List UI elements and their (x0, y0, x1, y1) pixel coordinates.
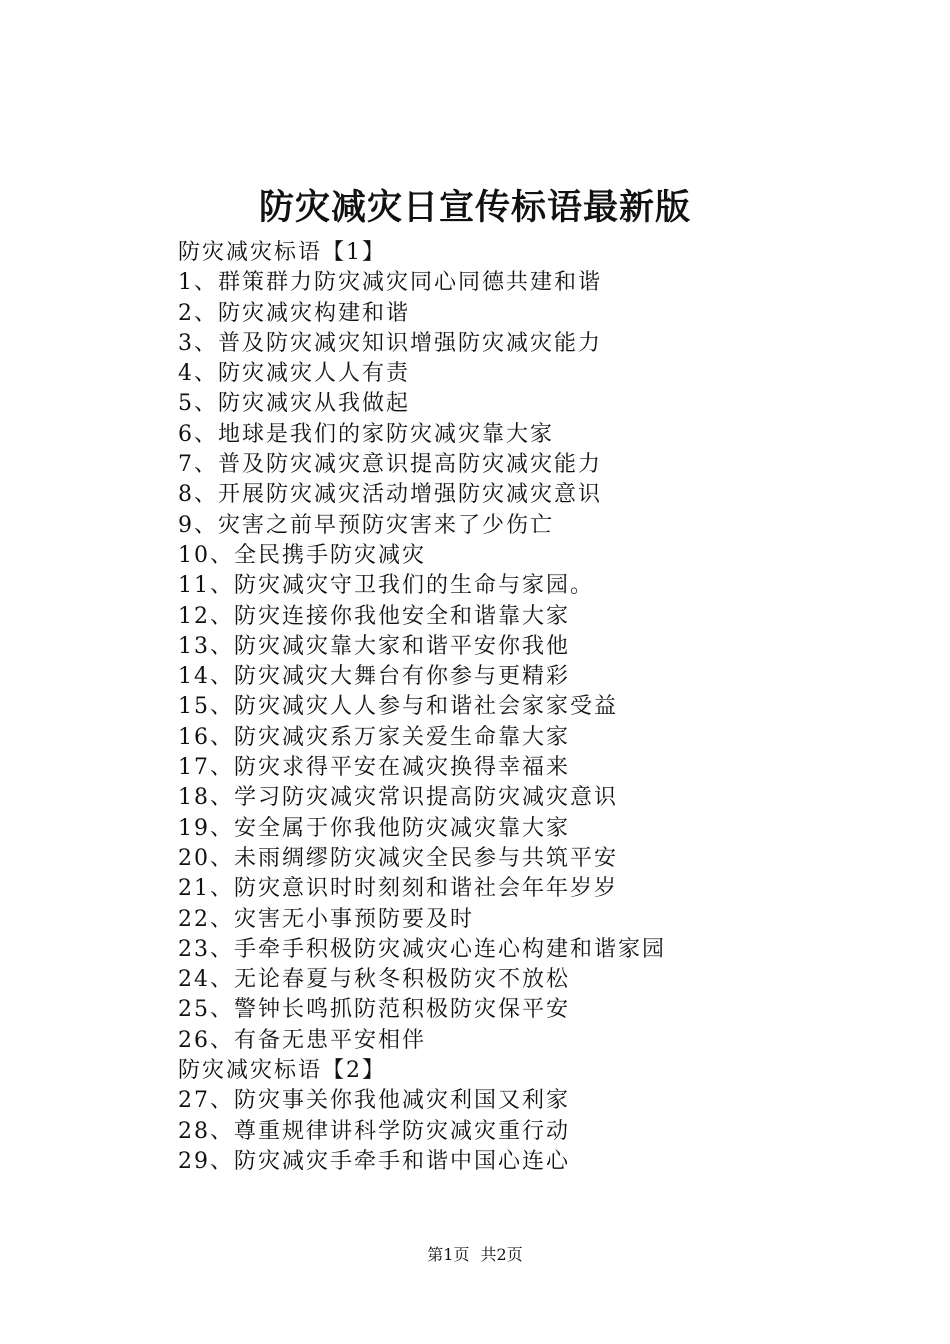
slogan-line: 10、全民携手防灾减灾 (178, 542, 426, 568)
slogan-line: 21、防灾意识时时刻刻和谐社会年年岁岁 (178, 876, 618, 902)
slogan-line: 15、防灾减灾人人参与和谐社会家家受益 (178, 694, 618, 720)
slogan-list (178, 238, 738, 1177)
section-heading: 防灾减灾标语【1】 (178, 240, 386, 265)
slogan-line: 9、灾害之前早预防灾害来了少伤亡 (178, 512, 554, 538)
slogan-line: 23、手牵手积极防灾减灾心连心构建和谐家园 (178, 936, 666, 962)
slogan-line: 19、安全属于你我他防灾减灾靠大家 (178, 815, 570, 841)
slogan-line: 27、防灾事关你我他减灾利国又利家 (178, 1088, 570, 1114)
slogan-line: 25、警钟长鸣抓防范积极防灾保平安 (178, 997, 570, 1023)
slogan-line: 13、防灾减灾靠大家和谐平安你我他 (178, 633, 570, 659)
slogan-line: 14、防灾减灾大舞台有你参与更精彩 (178, 664, 570, 690)
slogan-line: 22、灾害无小事预防要及时 (178, 906, 474, 932)
slogan-line: 6、地球是我们的家防灾减灾靠大家 (178, 421, 554, 447)
slogan-line: 4、防灾减灾人人有责 (178, 361, 410, 387)
slogan-line: 18、学习防灾减灾常识提高防灾减灾意识 (178, 785, 618, 811)
page-number: 第1页 (427, 1245, 470, 1264)
slogan-line: 16、防灾减灾系万家关爱生命靠大家 (178, 724, 570, 750)
slogan-line: 5、防灾减灾从我做起 (178, 391, 410, 417)
slogan-line: 2、防灾减灾构建和谐 (178, 300, 410, 326)
section-heading: 防灾减灾标语【2】 (178, 1058, 386, 1084)
slogan-line: 28、尊重规律讲科学防灾减灾重行动 (178, 1118, 570, 1144)
page-footer (0, 1244, 950, 1266)
slogan-line: 8、开展防灾减灾活动增强防灾减灾意识 (178, 482, 602, 508)
slogan-line: 3、普及防灾减灾知识增强防灾减灾能力 (178, 330, 602, 356)
slogan-line: 7、普及防灾减灾意识提高防灾减灾能力 (178, 452, 602, 478)
slogan-line: 26、有备无患平安相伴 (178, 1027, 426, 1053)
slogan-line: 11、防灾减灾守卫我们的生命与家园。 (178, 573, 594, 599)
slogan-line: 12、防灾连接你我他安全和谐靠大家 (178, 603, 570, 629)
page-total: 共2页 (480, 1245, 523, 1264)
slogan-line: 24、无论春夏与秋冬积极防灾不放松 (178, 967, 570, 993)
slogan-line: 20、未雨绸缪防灾减灾全民参与共筑平安 (178, 845, 618, 871)
slogan-line: 17、防灾求得平安在减灾换得幸福来 (178, 755, 570, 781)
slogan-line: 1、群策群力防灾减灾同心同德共建和谐 (178, 270, 602, 296)
document-title: 防灾减灾日宣传标语最新版 (258, 187, 691, 228)
slogan-line: 29、防灾减灾手牵手和谐中国心连心 (178, 1148, 570, 1174)
